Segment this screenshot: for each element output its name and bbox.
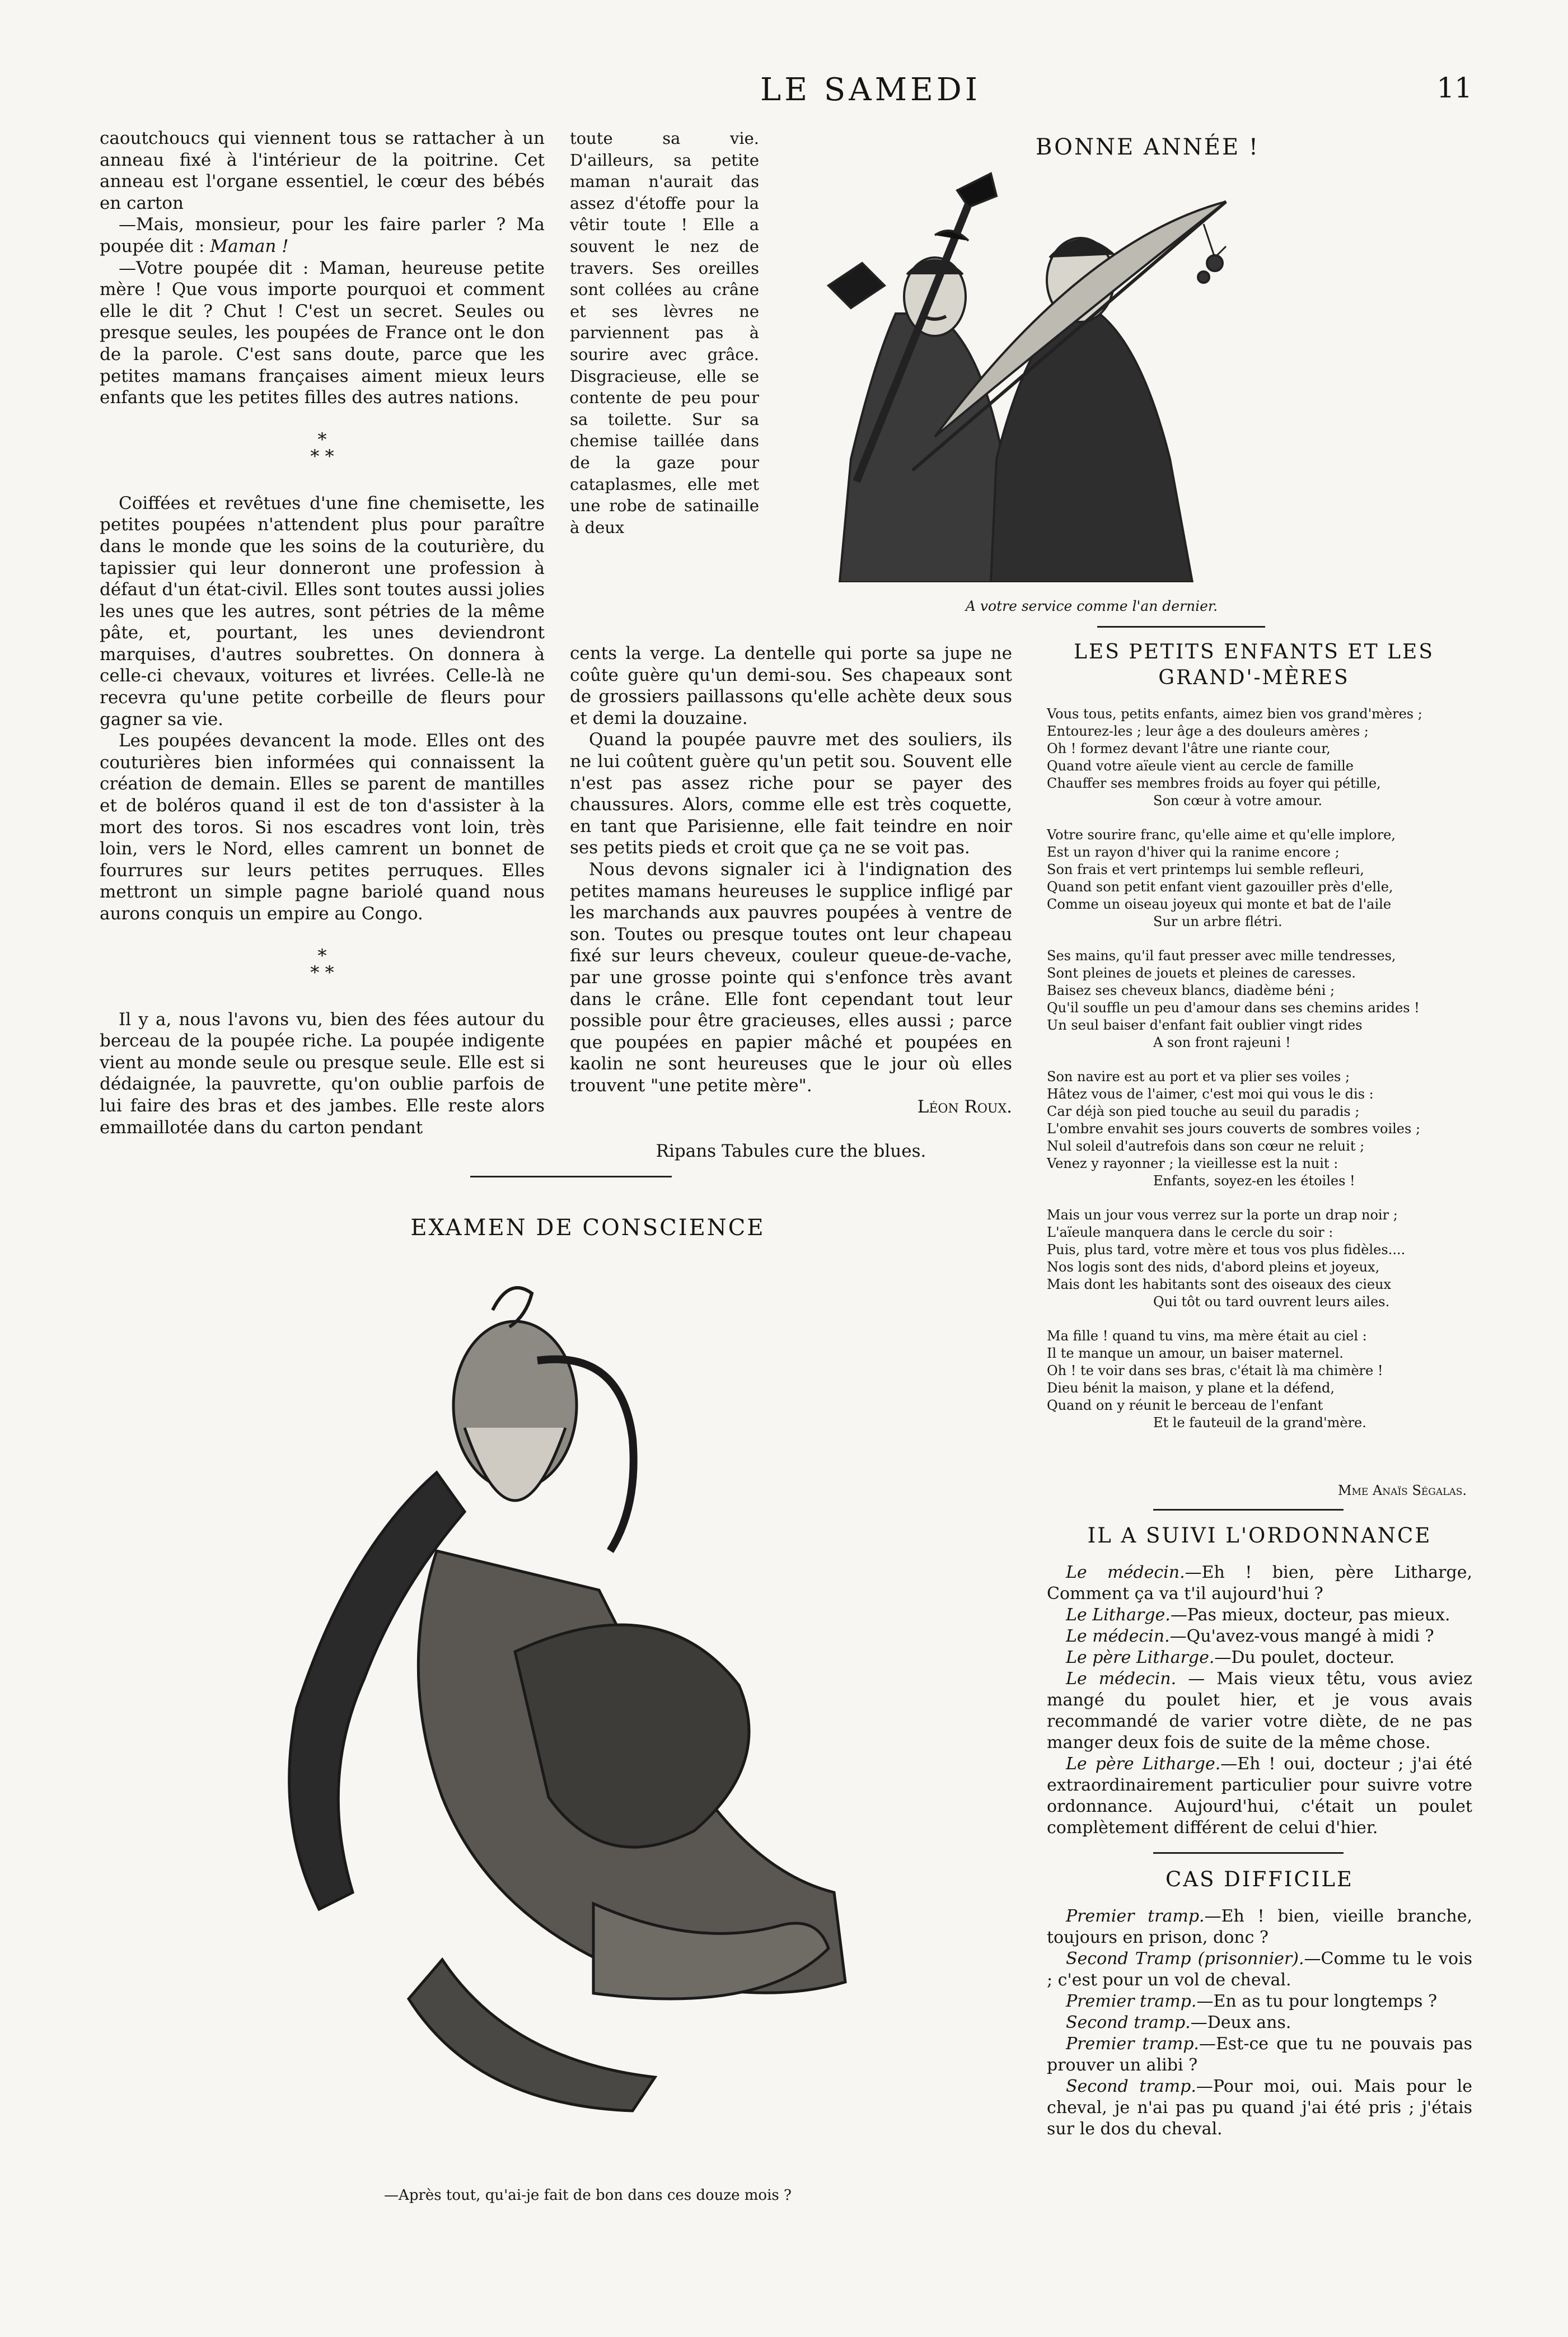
paragraph-text: —Mais, monsieur, pour les faire parler ? Ma poupée dit : bbox=[100, 214, 545, 256]
section-divider bbox=[470, 1176, 672, 1177]
speaker: Premier tramp. bbox=[1066, 2034, 1199, 2054]
poem-line: Ses mains, qu'il faut presser avec mille tendresses, bbox=[1047, 948, 1396, 964]
poem-line: Entourez-les ; leur âge a des douleurs amères ; bbox=[1047, 723, 1369, 739]
poem-line: Hâtez vous de l'aimer, c'est moi qui vous le dis : bbox=[1047, 1086, 1374, 1102]
poem-title: LES PETITS ENFANTS ET LES GRAND'-MÈRES bbox=[1074, 641, 1434, 689]
poem-line: Chauffer ses membres froids au foyer qui pétille, bbox=[1047, 775, 1381, 791]
article-column-2-narrow bbox=[570, 128, 759, 538]
poem-line: Baisez ses cheveux blancs, diadème béni ; bbox=[1047, 983, 1335, 998]
examen-illustration bbox=[202, 1260, 929, 2178]
poem-line: Sont pleines de jouets et pleines de caresses. bbox=[1047, 965, 1356, 981]
poem-line: Comme un oiseau joyeux qui monte et bat de l'aile bbox=[1047, 896, 1392, 912]
poem-line: Oh ! formez devant l'âtre une riante cour, bbox=[1047, 741, 1331, 756]
poem-line: Mais dont les habitants sont des oiseaux des cieux bbox=[1047, 1277, 1392, 1292]
speaker: Le père Litharge. bbox=[1066, 1754, 1221, 1774]
dialogue-line bbox=[1047, 1906, 1472, 1948]
poem-line: Puis, plus tard, votre mère et tous vos plus fidèles.... bbox=[1047, 1242, 1406, 1258]
poem-line: Venez y rayonner ; la vieillesse est la nuit : bbox=[1047, 1156, 1338, 1171]
dialogue-text: —Deux ans. bbox=[1190, 2013, 1291, 2032]
dialogue-text: —Qu'avez-vous mangé à midi ? bbox=[1169, 1626, 1434, 1646]
dialogue-line bbox=[1047, 1647, 1472, 1668]
poem-line: Son navire est au port et va plier ses voiles ; bbox=[1047, 1069, 1350, 1085]
speaker: Le Litharge. bbox=[1066, 1605, 1171, 1625]
dialogue-text: —Est-ce que tu ne pouvais pas prouver un alibi ? bbox=[1047, 2034, 1472, 2075]
speaker: Le médecin. bbox=[1066, 1626, 1170, 1646]
poem-line: Car déjà son pied touche au seuil du paradis ; bbox=[1047, 1104, 1360, 1119]
poem-line: A son front rajeuni ! bbox=[1153, 1035, 1291, 1050]
bonne-annee-illustration bbox=[767, 168, 1260, 582]
paragraph-italic: Maman ! bbox=[210, 236, 289, 256]
poem-line: Un seul baiser d'enfant fait oublier vingt rides bbox=[1047, 1017, 1363, 1033]
bonne-annee-title: BONNE ANNÉE ! bbox=[1036, 134, 1260, 160]
dialogue-line bbox=[1047, 1626, 1472, 1647]
poem-line: L'aïeule manquera dans le cercle du soir : bbox=[1047, 1224, 1333, 1240]
poem-line: L'ombre envahit ses jours couverts de sombres voiles ; bbox=[1047, 1121, 1421, 1137]
asterism-bottom: * * bbox=[310, 445, 334, 467]
dialogue-text: —Pas mieux, docteur, pas mieux. bbox=[1170, 1605, 1450, 1625]
dialogue-line bbox=[1047, 2034, 1472, 2076]
page-number: 11 bbox=[1436, 72, 1472, 104]
dialogue-text: —Comme tu le vois ; c'est pour un vol de cheval. bbox=[1047, 1949, 1472, 1990]
poem-line: Est un rayon d'hiver qui la ranime encore ; bbox=[1047, 844, 1340, 860]
paragraph: cents la verge. La dentelle qui porte sa jupe ne coûte guère qu'un demi-sou. Ses chapeaux sont de grossiers paillassons qu'elle achète deux sous et demi la douzaine. bbox=[570, 643, 1012, 728]
poem-line: Nos logis sont des nids, d'abord pleins et joyeux, bbox=[1047, 1259, 1380, 1275]
dialogue-line bbox=[1047, 1991, 1472, 2012]
poem-line: Sur un arbre flétri. bbox=[1153, 914, 1283, 929]
poem-stanza bbox=[1047, 705, 1472, 810]
poem-line: Quand son petit enfant vient gazouiller près d'elle, bbox=[1047, 879, 1393, 895]
article-column-1 bbox=[100, 128, 545, 1138]
ordonnance-title: IL A SUIVI L'ORDONNANCE bbox=[1087, 1523, 1432, 1548]
section-divider bbox=[1153, 1509, 1344, 1511]
author-signature: Léon Roux. bbox=[917, 1097, 1012, 1118]
poem-line: Qu'il souffle un peu d'amour dans ses chemins arides ! bbox=[1047, 1000, 1420, 1016]
poem-line: Ma fille ! quand tu vins, ma mère était au ciel : bbox=[1047, 1328, 1367, 1344]
poem-line: Qui tôt ou tard ouvrent leurs ailes. bbox=[1153, 1294, 1390, 1310]
poem-line: Vous tous, petits enfants, aimez bien vos grand'mères ; bbox=[1047, 706, 1422, 722]
newspaper-title: LE SAMEDI bbox=[760, 72, 981, 108]
speaker: Second Tramp (prisonnier). bbox=[1066, 1949, 1304, 1969]
speaker: Le médecin. bbox=[1066, 1669, 1177, 1689]
poem-line: Nul soleil d'autrefois dans son cœur ne reluit ; bbox=[1047, 1138, 1365, 1154]
paragraph: —Votre poupée dit : Maman, heureuse petite mère ! Que vous importe pourquoi et comment elle le dit ? Chut ! C'est un secret. Seules ou presque seules, les poupées de France ont le don de la parole. C'est sans doute, parce que les petites mamans françaises aiment mieux leurs enfants que les petites filles des autres nations. bbox=[100, 258, 545, 408]
paragraph: Les poupées devancent la mode. Elles ont des couturières bien informées qui connaissent la création de demain. Elles se parent de mantilles et de boléros quand il est de ton d'assister à la mort des toros. Si nos escadres vont loin, très loin, vers le Nord, elles camrent un bonnet de fourrures sur leurs petites perruques. Elles mettront un simple pagne bariolé quand nous aurons conquis un empire au Congo. bbox=[100, 731, 545, 924]
dialogue-line bbox=[1047, 1562, 1472, 1605]
poem-stanza bbox=[1047, 826, 1472, 931]
dialogue-line bbox=[1047, 2076, 1472, 2140]
paragraph: caoutchoucs qui viennent tous se rattacher à un anneau fixé à l'intérieur de la poitrine. Cet anneau est l'organe essentiel, le cœur des bébés en carton bbox=[100, 128, 545, 213]
poem-line: Enfants, soyez-en les étoiles ! bbox=[1153, 1173, 1355, 1189]
poem-line: Il te manque un amour, un baiser maternel. bbox=[1047, 1345, 1344, 1361]
poem-stanza bbox=[1047, 1207, 1472, 1311]
asterism-top: * bbox=[317, 945, 327, 966]
article-column-2-wide bbox=[570, 643, 1012, 1162]
dialogue-line bbox=[1047, 1605, 1472, 1626]
section-asterism bbox=[100, 947, 545, 981]
paragraph: toute sa vie. D'ailleurs, sa petite maman n'aurait das assez d'étoffe pour la vêtir toute ! Elle a souvent le nez de travers. Ses oreilles sont collées au crâne et ses lèvres ne parviennent pas à sourire avec grâce. Disgracieuse, elle se contente de peu pour sa toilette. Sur sa chemise taillée dans de la gaze pour cataplasmes, elle met une robe de satinaille à deux bbox=[570, 129, 759, 537]
bonne-annee-caption: A votre service comme l'an dernier. bbox=[965, 598, 1218, 614]
section-divider bbox=[1097, 626, 1265, 628]
poem-body bbox=[1047, 705, 1472, 1448]
dialogue-line bbox=[1047, 2012, 1472, 2034]
speaker: Second tramp. bbox=[1066, 2077, 1196, 2096]
paragraph: Il y a, nous l'avons vu, bien des fées autour du berceau de la poupée riche. La poupée indigente vient au monde seule ou presque seule. Elle est si dédaignée, la pauvrette, qu'on oublie parfois de lui faire des bras et des jambes. Elle reste alors emmaillotée dans du carton pendant bbox=[100, 1009, 545, 1138]
dialogue-line bbox=[1047, 1948, 1472, 1991]
ordonnance-dialogue bbox=[1047, 1562, 1472, 1839]
paragraph: Coiffées et revêtues d'une fine chemisette, les petites poupées n'attendent plus pour paraître dans le monde que les soins de la couturière, du tapissier qui leur donneront une profession à défaut d'un état-civil. Elles sont toutes aussi jolies les unes que les autres, sont pétries de la même pâte, et, pourtant, les unes deviendront marquises, d'autres soubrettes. On donnera à celle-ci chevaux, voitures et livrées. Celle-là ne recevra qu'une petite corbeille de fleurs pour gagner sa vie. bbox=[100, 493, 545, 730]
poem-line: Mais un jour vous verrez sur la porte un drap noir ; bbox=[1047, 1207, 1398, 1223]
poem-stanza bbox=[1047, 1328, 1472, 1432]
poem-line: Dieu bénit la maison, y plane et la défend, bbox=[1047, 1380, 1335, 1396]
page-header bbox=[73, 72, 1472, 111]
dialogue-text: —En as tu pour longtemps ? bbox=[1196, 1992, 1438, 2011]
dialogue-line bbox=[1047, 1668, 1472, 1754]
dialogue-line bbox=[1047, 1754, 1472, 1839]
examen-title: EXAMEN DE CONSCIENCE bbox=[410, 1215, 765, 1241]
dialogue-text: — Mais vieux têtu, vous aviez mangé du poulet hier, et je vous avais recommandé de varier votre diète, de ne pas manger deux fois de suite de la même chose. bbox=[1047, 1669, 1472, 1752]
cas-dialogue bbox=[1047, 1906, 1472, 2140]
asterism-bottom: * * bbox=[310, 961, 334, 983]
poem-stanza bbox=[1047, 1068, 1472, 1190]
poem-line: Votre sourire franc, qu'elle aime et qu'elle implore, bbox=[1047, 827, 1396, 843]
paragraph: Quand la poupée pauvre met des souliers, ils ne lui coûtent guère qu'un petit sou. Souvent elle n'est pas assez riche pour se payer des chaussures. Alors, comme elle est très coquette, en tant que Parisienne, elle fait teindre en noir ses petits pieds et croit que ça ne se voit pas. bbox=[570, 730, 1012, 858]
poem-line: Oh ! te voir dans ses bras, c'était là ma chimère ! bbox=[1047, 1363, 1383, 1378]
asterism-top: * bbox=[317, 428, 327, 450]
dialogue-text: —Eh ! bien, vieille branche, toujours en prison, donc ? bbox=[1047, 1906, 1472, 1947]
poem-line: Son frais et vert printemps lui semble refleuri, bbox=[1047, 862, 1364, 877]
section-asterism bbox=[100, 428, 545, 467]
poem-line: Et le fauteuil de la grand'mère. bbox=[1153, 1415, 1366, 1431]
dialogue-text: —Eh ! bien, père Litharge, Comment ça va t'il aujourd'hui ? bbox=[1047, 1563, 1473, 1604]
examen-caption: —Après tout, qu'ai-je fait de bon dans ces douze mois ? bbox=[384, 2187, 792, 2204]
poem-line: Quand votre aïeule vient au cercle de famille bbox=[1047, 758, 1354, 774]
speaker: Premier tramp. bbox=[1066, 1992, 1197, 2011]
poem-author: Mme Anaïs Ségalas. bbox=[1337, 1483, 1467, 1498]
speaker: Le médecin. bbox=[1066, 1563, 1185, 1582]
poem-stanza bbox=[1047, 947, 1472, 1051]
poem-line: Son cœur à votre amour. bbox=[1153, 793, 1323, 808]
speaker: Premier tramp. bbox=[1066, 1906, 1205, 1926]
paragraph: Nous devons signaler ici à l'indignation des petites mamans heureuses le supplice infligé par les marchands aux pauvres poupées à ventre de son. Toutes ou presque toutes ont leur chapeau fixé sur leurs cheveux, couleur queue-de-vache, par une grosse pointe qui s'enfonce très avant dans le crâne. Elle font cependant tout leur possible pour être gracieuses, elles aussi ; parce que poupées en papier mâché et poupées en kaolin ne sont heureuses que le jour où elles trouvent "une petite mère". bbox=[570, 859, 1012, 1096]
paragraph bbox=[100, 214, 545, 257]
dialogue-text: —Eh ! oui, docteur ; j'ai été extraordinairement particulier pour suivre votre ordonnance. Aujourd'hui, c'était un poulet complètement différent de celui d'hier. bbox=[1047, 1754, 1472, 1838]
speaker: Second tramp. bbox=[1066, 2013, 1191, 2032]
dialogue-text: —Pour moi, oui. Mais pour le cheval, je n'ai pas pu quand j'ai été pris ; j'étais sur le dos du cheval. bbox=[1047, 2077, 1472, 2139]
cas-title: CAS DIFFICILE bbox=[1166, 1867, 1354, 1891]
section-divider bbox=[1153, 1852, 1344, 1854]
advertisement: Ripans Tabules cure the blues. bbox=[656, 1141, 926, 1162]
poem-line: Quand on y réunit le berceau de l'enfant bbox=[1047, 1397, 1323, 1413]
speaker: Le père Litharge. bbox=[1066, 1648, 1215, 1667]
dialogue-text: —Du poulet, docteur. bbox=[1214, 1648, 1395, 1667]
